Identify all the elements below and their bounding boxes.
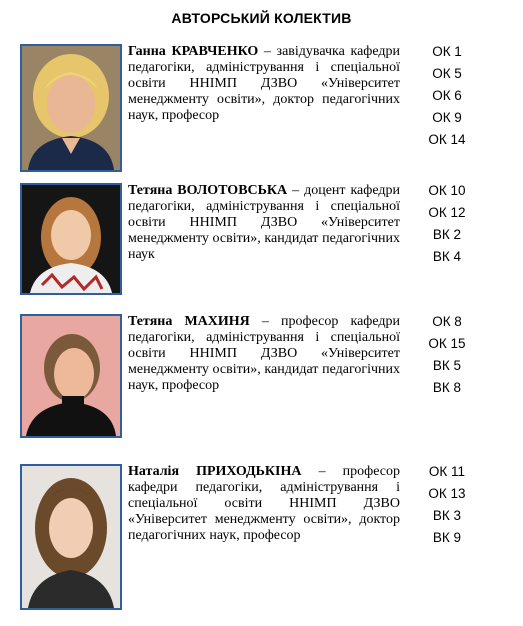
- author-position: – доцент кафедри педагогіки, адміністрування і спеціальної освіти ННІМП ДЗВО «Університет менеджменту освіти», кандидат педагогічних наук: [128, 183, 400, 262]
- course-code: ОК 6: [432, 88, 462, 103]
- author-position: – професор кафедри педагогіки, адміністрування і спеціальної освіти ННІМП ДЗВО «Університет менеджменту освіти», кандидат педагогічних наук, професор: [128, 314, 400, 393]
- author-description: [128, 314, 400, 394]
- author-description: [128, 464, 400, 544]
- author-name: Тетяна ВОЛОТОВСЬКА: [128, 183, 288, 198]
- course-code: ВК 5: [432, 358, 462, 373]
- course-code: ВК 9: [432, 530, 462, 545]
- course-code: ВК 4: [432, 249, 462, 264]
- course-code-list: [412, 311, 482, 399]
- course-code: ОК 9: [432, 110, 462, 125]
- author-name: Тетяна МАХИНЯ: [128, 314, 250, 329]
- course-code: ОК 13: [428, 486, 466, 501]
- course-code: ВК 8: [432, 380, 462, 395]
- course-code: ОК 10: [428, 183, 466, 198]
- page-title: АВТОРСЬКИЙ КОЛЕКТИВ: [171, 10, 352, 26]
- course-code: ОК 1: [432, 44, 462, 59]
- course-code-list: [412, 461, 482, 549]
- course-code-list: [412, 41, 482, 151]
- course-code: ОК 5: [432, 66, 462, 81]
- author-photo: [20, 44, 122, 172]
- course-code: ВК 3: [432, 508, 462, 523]
- author-name: Наталія ПРИХОДЬКІНА: [128, 464, 302, 479]
- course-code: ОК 14: [428, 132, 466, 147]
- author-position: – професор кафедри педагогіки, адміністрування і спеціальної освіти ННІМП ДЗВО «Університет менеджменту освіти», доктор педагогічних наук, професор: [128, 464, 400, 543]
- course-code: ОК 8: [432, 314, 462, 329]
- course-code: ВК 2: [432, 227, 462, 242]
- course-code: ОК 11: [428, 464, 466, 479]
- author-photo: [20, 314, 122, 438]
- author-photo: [20, 183, 122, 295]
- author-description: [128, 44, 400, 124]
- author-description: [128, 183, 400, 263]
- author-photo: [20, 464, 122, 610]
- author-name: Ганна КРАВЧЕНКО: [128, 44, 259, 59]
- course-code: ОК 15: [428, 336, 466, 351]
- author-position: – завідувачка кафедри педагогіки, адміністрування і спеціальної освіти ННІМП ДЗВО «Університет менеджменту освіти», доктор педагогічних наук, професор: [128, 44, 400, 123]
- course-code: ОК 12: [428, 205, 466, 220]
- course-code-list: [412, 180, 482, 268]
